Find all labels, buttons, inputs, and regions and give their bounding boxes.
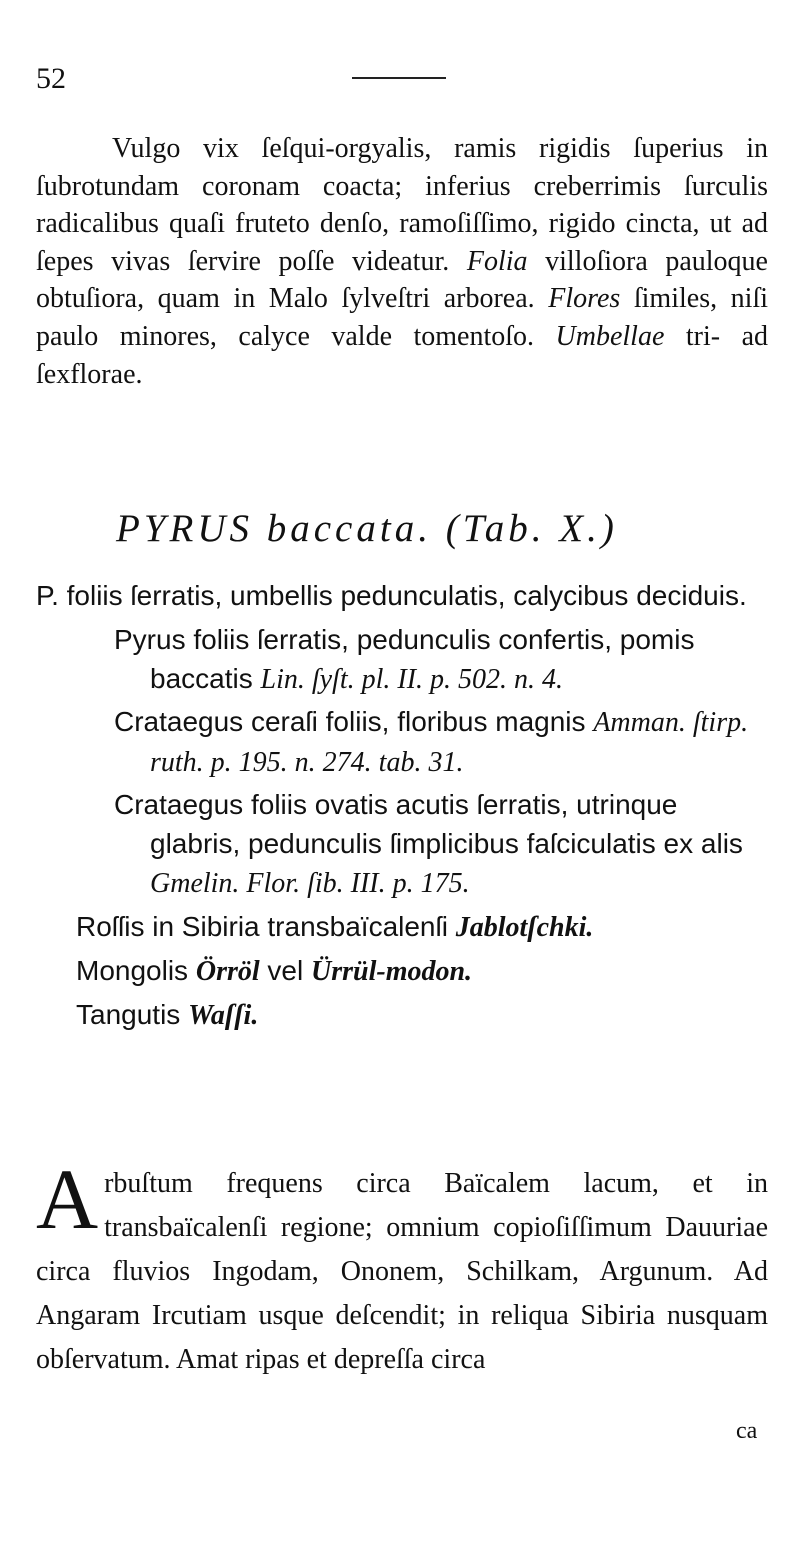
intro-sentence-2: villoſiora pauloque obtuſiora, quam in Malo ſylveſtri arborea. (36, 245, 768, 315)
synonym-reference: Gmelin. Flor. ſib. III. p. 175. (150, 868, 470, 899)
vernacular-name: Örröl (195, 956, 260, 987)
intro-sentence-1: Vulgo vix ſeſqui-orgyalis, ramis rigidis ſuperius in ſubrotundam coronam coacta; inferius creberrimis ſurculis radicalibus quaſi fruteto denſo, ramoſiſſimo, rigido cincta, ut ad ſepes vivas ſervire poſſe videatur. (36, 133, 768, 277)
synonym-item (114, 620, 774, 699)
diagnosis-abbrev: P. (36, 580, 59, 611)
vernacular-context: Roſſis in Sibiria transbaïcalenſi (76, 911, 448, 942)
flores-label: Flores (548, 283, 621, 315)
header-rule (352, 77, 446, 79)
habitat-text: rbuſtum frequens circa Baïcalem lacum, et in transbaïcalenſi regione; omnium copioſiſſimum Dauuriae circa fluvios Ingodam, Ononem, Schilkam, Argunum. Ad Angaram Ircutiam usque deſcendit; in reliqua Sibiria nusquam obſervatum. Amat ripas et depreſſa circa (36, 1168, 768, 1375)
vernacular-names (36, 907, 774, 1035)
umbellae-label: Umbellae (555, 320, 665, 352)
vernacular-mongolian (76, 951, 774, 991)
intro-sentence-4: tri- ad ſexflorae. (36, 320, 769, 390)
habitat-paragraph (36, 1151, 768, 1382)
synonym-reference: Amman. ſtirp. ruth. p. 195. n. 274. tab. 31. (150, 707, 749, 778)
vernacular-name: Ürrül-modon. (311, 956, 473, 987)
synonym-item (114, 785, 774, 903)
page-number: 52 (36, 62, 66, 95)
synonym-text: Crataegus foliis ovatis acutis ſerratis, utrinque glabris, pedunculis ſimplicibus faſciculatis ex alis (114, 789, 743, 859)
vernacular-name: Jablotſchki. (455, 912, 594, 943)
intro-paragraph (36, 130, 768, 393)
synonym-reference: Lin. ſyſt. pl. II. p. 502. n. 4. (260, 664, 564, 695)
synonym-list (36, 620, 774, 903)
synonym-text: Pyrus foliis ſerratis, pedunculis confertis, pomis baccatis (114, 624, 695, 694)
synonym-item (114, 702, 774, 782)
folia-label: Folia (466, 245, 528, 277)
catchword: ca (736, 1418, 758, 1444)
species-description (36, 576, 774, 1039)
vernacular-name: Waſſi. (188, 1000, 259, 1031)
diagnosis (36, 576, 774, 615)
species-heading: PYRUS baccata. (Tab. X.) (116, 507, 618, 550)
diagnosis-text: foliis ſerratis, umbellis pedunculatis, calycibus deciduis. (66, 580, 747, 611)
intro-text (36, 130, 768, 393)
vernacular-tangut (76, 995, 774, 1035)
intro-sentence-3: ſimiles, niſi paulo minores, calyce valde tomentoſo. (36, 283, 769, 352)
vernacular-russian (76, 907, 774, 947)
vernacular-context: Tangutis (76, 999, 181, 1030)
drop-cap: A (36, 1151, 99, 1247)
synonym-text: Crataegus ceraſi foliis, floribus magnis (114, 706, 586, 737)
vernacular-conjunction: vel (267, 955, 304, 986)
vernacular-context: Mongolis (76, 955, 189, 986)
